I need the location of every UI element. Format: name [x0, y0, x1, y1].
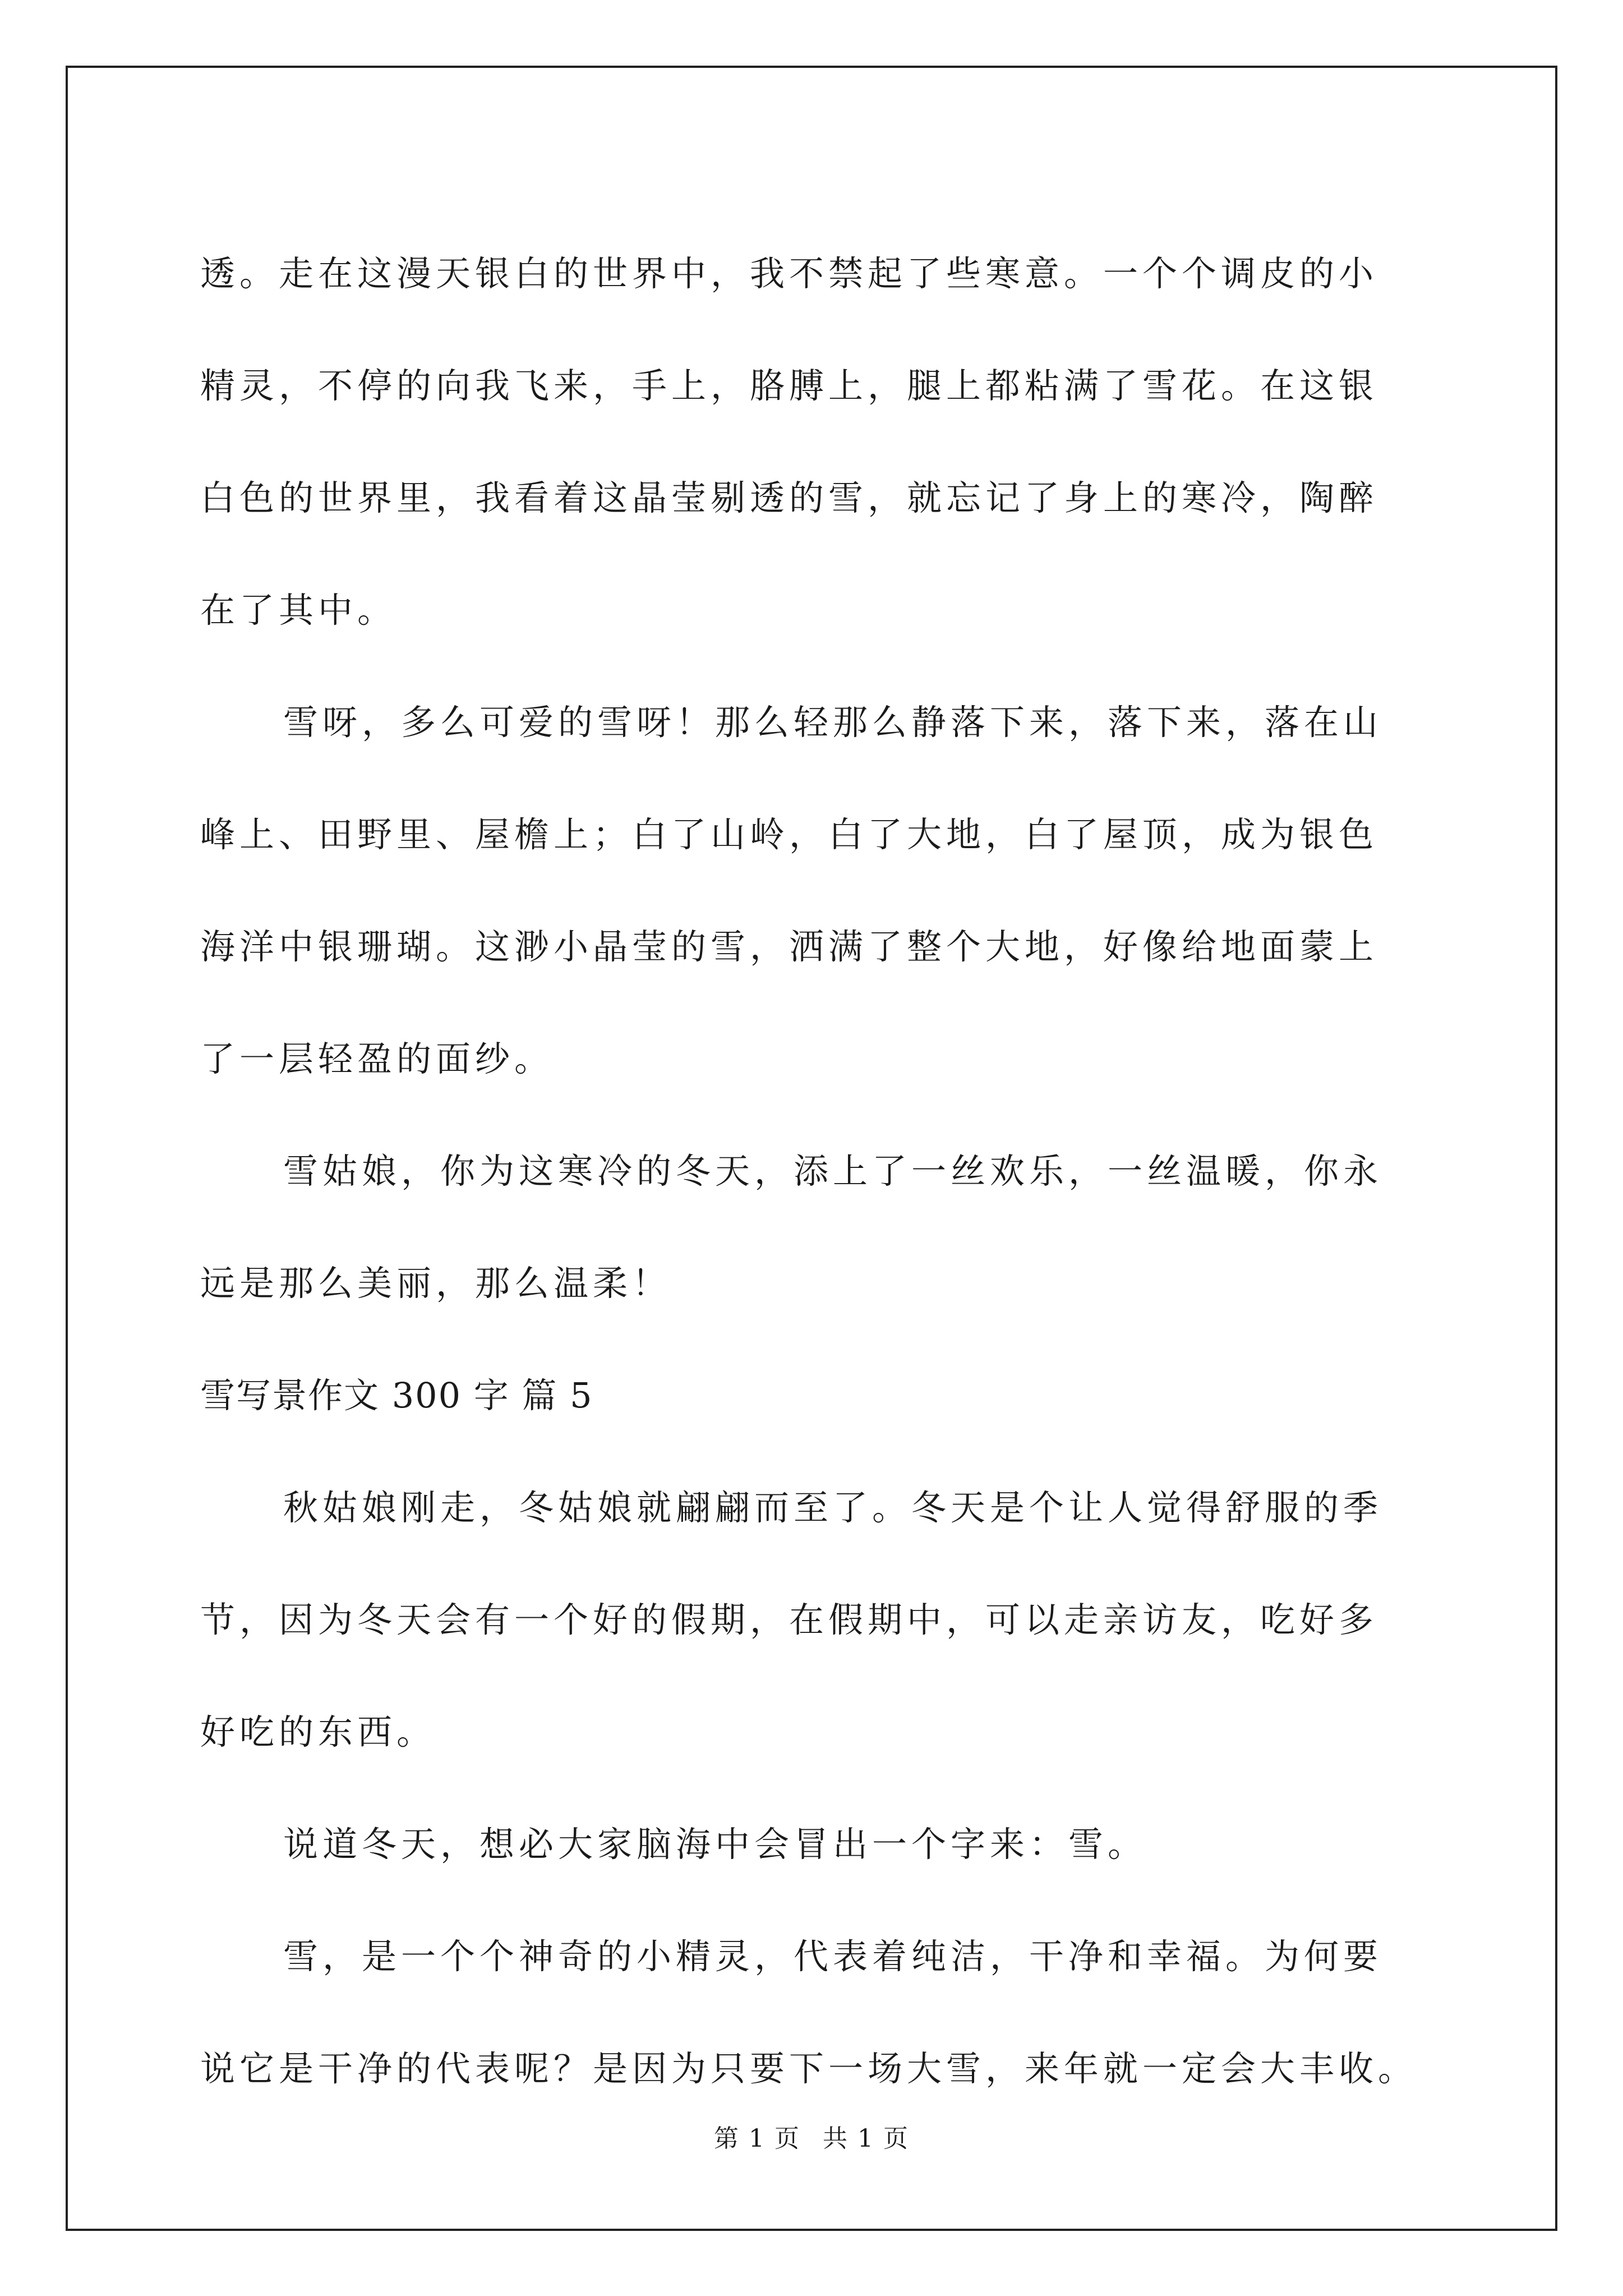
text-line: 节，因为冬天会有一个好的假期，在假期中，可以走亲访友，吃好多	[200, 1599, 1378, 1640]
text-line: 白色的世界里，我看着这晶莹剔透的雪，就忘记了身上的寒冷，陶醉	[200, 477, 1378, 518]
section-heading: 雪写景作文 300 字 篇 5	[200, 1375, 593, 1416]
page-total: 共 1 页	[823, 2124, 909, 2153]
text-line: 在了其中。	[200, 590, 397, 631]
paragraph-start-line: 雪呀，多么可爱的雪呀！那么轻那么静落下来，落下来，落在山	[283, 702, 1383, 743]
document-body	[200, 218, 1434, 2125]
paragraph-start-line: 说道冬天，想必大家脑海中会冒出一个字来：雪。	[283, 1824, 1147, 1865]
paragraph-start-line: 雪姑娘，你为这寒冷的冬天，添上了一丝欢乐，一丝温暖，你永	[283, 1151, 1383, 1191]
text-line: 海洋中银珊瑚。这渺小晶莹的雪，洒满了整个大地，好像给地面蒙上	[200, 926, 1378, 967]
text-line: 峰上、田野里、屋檐上；白了山岭，白了大地，白了屋顶，成为银色	[200, 814, 1378, 855]
text-line: 好吃的东西。	[200, 1711, 436, 1752]
text-line: 说它是干净的代表呢？是因为只要下一场大雪，来年就一定会大丰收。	[200, 2048, 1418, 2089]
text-line: 远是那么美丽，那么温柔！	[200, 1263, 672, 1304]
page-footer	[0, 2122, 1623, 2156]
page-number: 第 1 页	[714, 2124, 800, 2153]
paragraph-start-line: 秋姑娘刚走，冬姑娘就翩翩而至了。冬天是个让人觉得舒服的季	[283, 1487, 1383, 1528]
paragraph-start-line: 雪，是一个个神奇的小精灵，代表着纯洁，干净和幸福。为何要	[283, 1936, 1383, 1977]
text-line: 精灵，不停的向我飞来，手上，胳膊上，腿上都粘满了雪花。在这银	[200, 365, 1378, 406]
text-line: 透。走在这漫天银白的世界中，我不禁起了些寒意。一个个调皮的小	[200, 253, 1378, 294]
text-line: 了一层轻盈的面纱。	[200, 1038, 554, 1079]
